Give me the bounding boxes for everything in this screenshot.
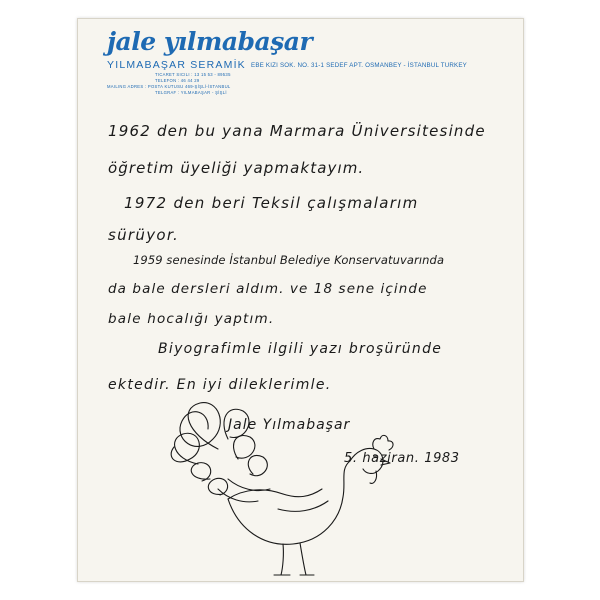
letter-line: öğretim üyeliği yapmaktayım. — [108, 159, 365, 177]
contact-line: TELGRAF : YILMABAŞAR - ŞİŞLİ — [155, 90, 227, 95]
letter-line: 1962 den bu yana Marmara Üniversitesinde — [108, 122, 486, 140]
letter-line: 1972 den beri Teksil çalışmalarım — [124, 194, 419, 212]
letterhead-company: YILMABAŞAR SERAMİK — [107, 59, 246, 71]
letterhead-address: EBE KIZI SOK. NO. 31-1 SEDEF APT. OSMANBEY - İSTANBUL TURKEY — [251, 62, 468, 69]
rooster-drawing — [78, 19, 523, 581]
letter-paper — [77, 18, 524, 582]
contact-line: MAILING ADRES : POSTA KUTUSU 469-ŞİŞLİ-İSTANBUL — [107, 84, 231, 89]
letter-line: 1959 senesinde İstanbul Belediye Konservatuvarında — [133, 253, 445, 267]
signature-date: 5. haziran. 1983 — [344, 451, 460, 466]
letter-line: ektedir. En iyi dileklerimle. — [108, 377, 332, 393]
signature: Jale Yılmabaşar — [228, 417, 351, 433]
letter-line: da bale dersleri aldım. ve 18 sene içinde — [108, 281, 428, 297]
letterhead-brand: jale yılmabaşar — [107, 27, 313, 56]
letter-line: sürüyor. — [108, 226, 180, 244]
letter-line: Biyografimle ilgili yazı broşüründe — [158, 341, 443, 357]
letter-line: bale hocalığı yaptım. — [108, 311, 275, 327]
contact-line: TICARET SICILI : 13 15 53 - 89535 — [155, 72, 231, 77]
contact-line: TELEFON : 46 44 29 — [155, 78, 200, 83]
